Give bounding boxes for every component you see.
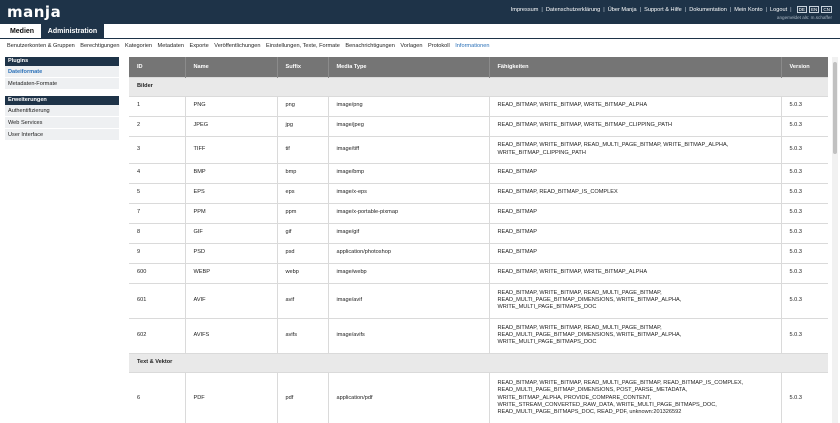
column-header-name[interactable]: Name bbox=[185, 57, 277, 77]
subnav-benachrichtigungen[interactable]: Benachrichtigungen bbox=[345, 43, 395, 49]
cell-id: 3 bbox=[129, 136, 185, 163]
cell-capabilities: READ_BITMAP, WRITE_BITMAP, READ_MULTI_PAGE_BITMAP, WRITE_BITMAP_ALPHA, WRITE_BITMAP_CLIPPING_PATH bbox=[489, 136, 781, 163]
sidebar bbox=[5, 57, 119, 141]
sidebar-item-authentifizierung[interactable]: Authentifizierung bbox=[5, 105, 119, 117]
group-label: Text & Vektor bbox=[129, 353, 828, 372]
cell-suffix: psd bbox=[277, 243, 328, 263]
cell-media-type: image/gif bbox=[328, 223, 489, 243]
lang-en-button[interactable]: EN bbox=[810, 7, 818, 12]
cell-media-type: image/webp bbox=[328, 263, 489, 283]
cell-media-type: image/x-eps bbox=[328, 183, 489, 203]
table-row[interactable] bbox=[129, 318, 828, 353]
cell-id: 9 bbox=[129, 243, 185, 263]
cell-name: PDF bbox=[185, 372, 277, 423]
subnav-benutzerkonten[interactable]: Benutzerkonten & Gruppen bbox=[7, 43, 75, 49]
cell-id: 8 bbox=[129, 223, 185, 243]
cell-name: AVIFS bbox=[185, 318, 277, 353]
cell-id: 6 bbox=[129, 372, 185, 423]
cell-name: TIFF bbox=[185, 136, 277, 163]
cell-suffix: avifs bbox=[277, 318, 328, 353]
cell-media-type: image/png bbox=[328, 96, 489, 116]
tab-administration[interactable]: Administration bbox=[41, 24, 104, 39]
top-links: Impressum | Datenschutzerklärung | Über Manja | Support & Hilfe | Dokumentation | Mein Konto | Logout | DE EN CN bbox=[510, 6, 830, 13]
subnav-exporte[interactable]: Exporte bbox=[189, 43, 209, 49]
cell-version: 5.0.3 bbox=[781, 372, 828, 423]
table-row[interactable] bbox=[129, 283, 828, 318]
subnav-veroeffentlichungen[interactable]: Veröffentlichungen bbox=[214, 43, 261, 49]
cell-version: 5.0.3 bbox=[781, 243, 828, 263]
table-row[interactable] bbox=[129, 163, 828, 183]
cell-id: 601 bbox=[129, 283, 185, 318]
link-mein-konto[interactable]: Mein Konto bbox=[734, 6, 763, 13]
cell-media-type: image/tiff bbox=[328, 136, 489, 163]
cell-version: 5.0.3 bbox=[781, 183, 828, 203]
cell-media-type: application/pdf bbox=[328, 372, 489, 423]
cell-version: 5.0.3 bbox=[781, 223, 828, 243]
cell-suffix: bmp bbox=[277, 163, 328, 183]
table-row[interactable] bbox=[129, 203, 828, 223]
cell-version: 5.0.3 bbox=[781, 136, 828, 163]
column-header-version[interactable]: Version bbox=[781, 57, 828, 77]
cell-version: 5.0.3 bbox=[781, 203, 828, 223]
cell-id: 600 bbox=[129, 263, 185, 283]
cell-suffix: ppm bbox=[277, 203, 328, 223]
admin-subnav bbox=[7, 43, 495, 51]
cell-capabilities: READ_BITMAP, READ_BITMAP_IS_COMPLEX bbox=[489, 183, 781, 203]
cell-suffix: avif bbox=[277, 283, 328, 318]
group-row bbox=[129, 77, 828, 96]
link-dokumentation[interactable]: Dokumentation bbox=[689, 6, 727, 13]
cell-suffix: jpg bbox=[277, 116, 328, 136]
cell-suffix: eps bbox=[277, 183, 328, 203]
cell-name: PNG bbox=[185, 96, 277, 116]
file-formats-panel bbox=[129, 57, 828, 423]
cell-name: JPEG bbox=[185, 116, 277, 136]
cell-capabilities: READ_BITMAP, WRITE_BITMAP, READ_MULTI_PAGE_BITMAP, READ_MULTI_PAGE_BITMAP_DIMENSIONS, WRITE_BITMAP_ALPHA, WRITE_MULTI_PAGE_BITMAPS_DOC bbox=[489, 318, 781, 353]
subnav-metadaten[interactable]: Metadaten bbox=[157, 43, 184, 49]
cell-name: PPM bbox=[185, 203, 277, 223]
table-row[interactable] bbox=[129, 183, 828, 203]
lang-cn-button[interactable]: CN bbox=[823, 7, 830, 12]
scrollbar[interactable] bbox=[832, 57, 838, 423]
subnav-vorlagen[interactable]: Vorlagen bbox=[400, 43, 423, 49]
cell-suffix: tif bbox=[277, 136, 328, 163]
cell-capabilities: READ_BITMAP bbox=[489, 223, 781, 243]
cell-suffix: webp bbox=[277, 263, 328, 283]
cell-suffix: png bbox=[277, 96, 328, 116]
sidebar-item-metadaten-formate[interactable]: Metadaten-Formate bbox=[5, 78, 119, 90]
table-row[interactable] bbox=[129, 136, 828, 163]
table-row[interactable] bbox=[129, 263, 828, 283]
column-header-faehigkeiten[interactable]: Fähigkeiten bbox=[489, 57, 781, 77]
sidebar-header-erweiterungen: Erweiterungen bbox=[5, 96, 119, 105]
cell-name: PSD bbox=[185, 243, 277, 263]
tab-medien[interactable]: Medien bbox=[9, 28, 35, 35]
sidebar-item-web-services[interactable]: Web Services bbox=[5, 117, 119, 129]
subnav-einstellungen[interactable]: Einstellungen, Texte, Formate bbox=[266, 43, 340, 49]
link-datenschutz[interactable]: Datenschutzerklärung bbox=[545, 6, 601, 13]
cell-media-type: image/avifs bbox=[328, 318, 489, 353]
lang-de-button[interactable]: DE bbox=[798, 7, 805, 12]
link-impressum[interactable]: Impressum bbox=[510, 6, 539, 13]
cell-name: AVIF bbox=[185, 283, 277, 318]
cell-capabilities: READ_BITMAP, WRITE_BITMAP, WRITE_BITMAP_CLIPPING_PATH bbox=[489, 116, 781, 136]
cell-media-type: image/x-portable-pixmap bbox=[328, 203, 489, 223]
table-row[interactable] bbox=[129, 372, 828, 423]
cell-media-type: application/photoshop bbox=[328, 243, 489, 263]
cell-media-type: image/avif bbox=[328, 283, 489, 318]
cell-name: EPS bbox=[185, 183, 277, 203]
column-header-suffix[interactable]: Suffix bbox=[277, 57, 328, 77]
scrollbar-thumb[interactable] bbox=[833, 62, 837, 154]
subnav-protokoll[interactable]: Protokoll bbox=[427, 43, 450, 49]
table-row[interactable] bbox=[129, 243, 828, 263]
cell-version: 5.0.3 bbox=[781, 116, 828, 136]
manja-logo[interactable]: manja bbox=[7, 3, 62, 21]
subnav-berechtigungen[interactable]: Berechtigungen bbox=[80, 43, 120, 49]
cell-id: 5 bbox=[129, 183, 185, 203]
group-row bbox=[129, 353, 828, 372]
table-header-row bbox=[129, 57, 828, 77]
sidebar-item-user-interface[interactable]: User Interface bbox=[5, 129, 119, 141]
sidebar-header-plugins: Plugins bbox=[5, 57, 119, 66]
main-tabs bbox=[0, 24, 840, 39]
cell-capabilities: READ_BITMAP, WRITE_BITMAP, READ_MULTI_PAGE_BITMAP, READ_MULTI_PAGE_BITMAP_DIMENSIONS, WRITE_BITMAP_ALPHA, WRITE_MULTI_PAGE_BITMAPS_DOC bbox=[489, 283, 781, 318]
group-label: Bilder bbox=[129, 77, 828, 96]
subnav-kategorien[interactable]: Kategorien bbox=[124, 43, 153, 49]
cell-id: 2 bbox=[129, 116, 185, 136]
cell-suffix: pdf bbox=[277, 372, 328, 423]
column-header-id[interactable]: ID bbox=[129, 57, 185, 77]
cell-id: 602 bbox=[129, 318, 185, 353]
link-logout[interactable]: Logout bbox=[770, 6, 788, 13]
sidebar-item-dateiformate[interactable]: Dateiformate bbox=[5, 66, 119, 78]
cell-capabilities: READ_BITMAP bbox=[489, 203, 781, 223]
cell-name: WEBP bbox=[185, 263, 277, 283]
link-support[interactable]: Support & Hilfe bbox=[644, 6, 682, 13]
cell-suffix: gif bbox=[277, 223, 328, 243]
file-formats-table bbox=[129, 57, 828, 423]
table-row[interactable] bbox=[129, 223, 828, 243]
cell-id: 4 bbox=[129, 163, 185, 183]
cell-name: GIF bbox=[185, 223, 277, 243]
cell-media-type: image/jpeg bbox=[328, 116, 489, 136]
link-ueber-manja[interactable]: Über Manja bbox=[607, 6, 637, 13]
cell-name: BMP bbox=[185, 163, 277, 183]
table-row[interactable] bbox=[129, 96, 828, 116]
logged-in-user: angemeldet als: m.schaffer bbox=[776, 15, 832, 20]
cell-id: 1 bbox=[129, 96, 185, 116]
cell-version: 5.0.3 bbox=[781, 96, 828, 116]
subnav-informationen[interactable]: Informationen bbox=[455, 43, 490, 49]
cell-version: 5.0.3 bbox=[781, 318, 828, 353]
cell-capabilities: READ_BITMAP bbox=[489, 243, 781, 263]
table-row[interactable] bbox=[129, 116, 828, 136]
cell-media-type: image/bmp bbox=[328, 163, 489, 183]
cell-id: 7 bbox=[129, 203, 185, 223]
cell-capabilities: READ_BITMAP bbox=[489, 163, 781, 183]
cell-version: 5.0.3 bbox=[781, 263, 828, 283]
cell-capabilities: READ_BITMAP, WRITE_BITMAP, READ_MULTI_PAGE_BITMAP, READ_BITMAP_IS_COMPLEX, READ_MULTI_PAGE_BITMAP_DIMENSIONS, POST_PARSE_METADATA, WRITE_BITMAP_ALPHA, PROVIDE_COMPARE_CONTENT, WRITE_STREAM_CONVERTED_RAW_DATA, WRITE_MULTI_PAGE_BITMAPS_DOC, READ_MULTI_PAGE_BITMAPS_DOC, READ_PDF, unknown:201326592 bbox=[489, 372, 781, 423]
column-header-media-type[interactable]: Media Type bbox=[328, 57, 489, 77]
cell-version: 5.0.3 bbox=[781, 163, 828, 183]
cell-version: 5.0.3 bbox=[781, 283, 828, 318]
cell-capabilities: READ_BITMAP, WRITE_BITMAP, WRITE_BITMAP_ALPHA bbox=[489, 263, 781, 283]
cell-capabilities: READ_BITMAP, WRITE_BITMAP, WRITE_BITMAP_ALPHA bbox=[489, 96, 781, 116]
top-bar bbox=[0, 0, 840, 24]
